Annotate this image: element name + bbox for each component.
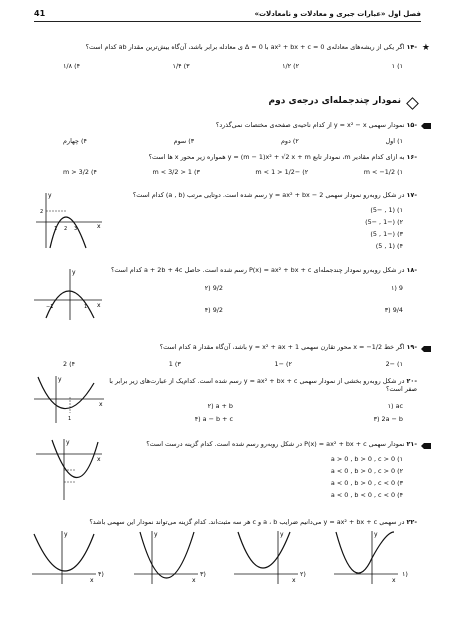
tick-label: 1 <box>54 226 58 232</box>
axis-label-x: x <box>99 401 103 408</box>
question-20-graph <box>32 373 108 425</box>
question-19: -۱۹ اگر خط x = −1/2 محور تقارن سهمی y = x² + ax + 1 باشد، آن‌گاه مقدار a کدام است؟ <box>159 343 417 351</box>
option-1[interactable]: ۱) −2 <box>385 360 403 368</box>
question-22: -۲۲ در سهمی y = ax² + bx + c می‌دانیم ضرایب a ، b و c هر سه مثبت‌اند. کدام گزینه می‌تواند نمودار این سهمی باشد؟ <box>89 518 417 526</box>
question-21: -۲۱ نمودار سهمی P(x) = ax² + bx + c در شکل روبه‌رو رسم شده است. کدام گزینه درست است؟ <box>146 440 417 448</box>
option-3[interactable]: ۳) سوم <box>173 137 195 145</box>
question-14: -۱۴ اگر یکی از ریشه‌های معادله‌ی ax² + bx + c = 0 با Δ = 0 ی معادله برابر باشد، آن‌گاه بیش‌ترین مقدار ab کدام است؟ <box>85 43 417 51</box>
option-1-graph <box>332 528 400 586</box>
question-14-text: اگر یکی از ریشه‌های معادله‌ی ax² + bx + c = 0 با Δ = 0 ی معادله برابر باشد، آن‌گاه بیش‌ترین مقدار ab کدام است؟ <box>85 43 405 51</box>
question-21-options <box>331 453 403 501</box>
option-2[interactable]: ۲) (−1 , −5) <box>365 218 403 226</box>
pencil-icon <box>421 123 431 129</box>
pencil-icon <box>421 346 431 352</box>
tick-label: 2 <box>64 226 68 232</box>
question-21-graph <box>34 436 106 502</box>
tick-label: 2 <box>40 209 44 215</box>
tick-label: 1 <box>84 304 88 310</box>
axis-label-x: x <box>97 302 101 309</box>
star-icon: ★ <box>421 43 430 53</box>
option-3[interactable]: ۳) (−1 , 5) <box>370 230 403 238</box>
option-1[interactable]: ۱) (1 , −5) <box>370 206 403 214</box>
option-2[interactable]: ۲) <box>300 570 306 578</box>
option-3[interactable]: ۳) 1 <box>168 360 181 368</box>
question-18-graph <box>32 266 106 322</box>
axis-label-x: x <box>292 577 296 584</box>
option-3[interactable]: ۳) <box>200 570 206 578</box>
axis-label-x: x <box>97 456 101 463</box>
option-2[interactable]: ۲) −1/2 < m < 1 <box>255 168 309 176</box>
option-2[interactable]: ۲) a + b <box>207 402 233 410</box>
question-18-options <box>163 284 403 320</box>
option-4[interactable]: ۴) 2 <box>63 360 76 368</box>
option-1[interactable]: ۱) ac <box>387 402 403 410</box>
axis-label-y: y <box>66 439 70 446</box>
question-15-options <box>63 137 403 145</box>
diamond-icon <box>406 97 419 110</box>
axis-label-y: y <box>58 376 62 383</box>
option-1[interactable]: ۱) <box>402 570 408 578</box>
option-3[interactable]: ۳) 2a − b <box>373 415 403 423</box>
option-2[interactable]: ۲) −1 <box>274 360 292 368</box>
option-1[interactable]: ۱) اول <box>385 137 403 145</box>
option-2[interactable]: ۲) دوم <box>280 137 299 145</box>
option-4[interactable]: ۴) ۱/۸ <box>63 62 80 70</box>
option-3[interactable]: ۳) ۱/۴ <box>172 62 190 70</box>
tick-label: 3 <box>74 226 78 232</box>
page-header <box>34 8 421 22</box>
option-4[interactable]: ۴) 9/2 <box>204 306 223 314</box>
option-4[interactable]: ۴) چهارم <box>63 137 87 145</box>
question-16: -۱۶ به ازای کدام مقادیر m، نمودار تابع y = (m − 1)x² + √2 x + m همواره زیر محور x ها است؟ <box>148 153 417 161</box>
axis-label-y: y <box>154 531 158 538</box>
pencil-icon <box>421 443 431 449</box>
option-4[interactable]: ۴) m > 3/2 <box>63 168 97 176</box>
page-number: 41 <box>34 9 46 18</box>
option-4[interactable]: ۴) a < 0 , b < 0 , c < 0 <box>330 491 403 499</box>
question-15: -۱۵ نمودار سهمی y = x² − x از کدام ناحیه‌ی صفحه‌ی مختصات نمی‌گذرد؟ <box>215 121 417 129</box>
option-1[interactable]: ۱) a > 0 , b > 0 , c > 0 <box>330 455 403 463</box>
axis-label-x: x <box>392 577 396 584</box>
option-3-graph <box>132 528 200 586</box>
option-4[interactable]: ۴) (1 , 5) <box>375 242 403 250</box>
option-3[interactable]: ۳) 1 < m < 3/2 <box>152 168 200 176</box>
option-1[interactable]: ۱) ۱ <box>391 62 403 70</box>
option-4[interactable]: ۴) <box>98 570 104 578</box>
tick-label: 1 <box>68 416 72 422</box>
axis-label-x: x <box>97 223 101 230</box>
option-4[interactable]: ۴) a − b + c <box>194 415 233 423</box>
axis-label-x: x <box>192 577 196 584</box>
axis-label-y: y <box>64 531 68 538</box>
question-18: -۱۸ در شکل روبه‌رو نمودار چندجمله‌ای P(x) = ax² + bx + c رسم شده است. حاصل a + 2b + 4c کدام است؟ <box>110 266 417 274</box>
axis-label-y: y <box>374 531 378 538</box>
question-17-options <box>365 204 403 252</box>
option-3[interactable]: ۳) 9/4 <box>384 306 403 314</box>
option-2[interactable]: ۲) a < 0 , b > 0 , c > 0 <box>330 467 403 475</box>
axis-label-y: y <box>72 269 76 276</box>
axis-label-y: y <box>48 192 52 199</box>
option-1[interactable]: ۱) 9 <box>390 284 403 292</box>
section-title: نمودار چندجمله‌ای درجه‌ی دوم <box>268 96 401 106</box>
question-19-options <box>63 360 403 368</box>
option-2[interactable]: ۲) 9/2 <box>204 284 223 292</box>
question-17: -۱۷ در شکل روبه‌رو نمودار سهمی y = ax² + bx − 2 رسم شده است. دوتایی مرتب (a , b) کدام است؟ <box>132 191 417 199</box>
question-20: -۲۰ در شکل روبه‌رو بخشی از نمودار سهمی y = ax² + bx + c رسم شده است. کدام‌یک از عبارت‌های زیر برابر با صفر است؟ <box>109 377 417 393</box>
option-1[interactable]: ۱) m < −1/2 <box>363 168 403 176</box>
tick-label: −1 <box>46 304 54 310</box>
option-3[interactable]: ۳) a < 0 , b > 0 , c < 0 <box>330 479 403 487</box>
option-4-graph <box>30 528 98 586</box>
question-20-options <box>163 402 403 432</box>
option-2[interactable]: ۲) ۱/۲ <box>282 62 300 70</box>
option-2-graph <box>232 528 300 586</box>
axis-label-x: x <box>90 577 94 584</box>
chapter-title: فصل اول «عبارات جبری و معادلات و نامعادلات» <box>254 10 421 18</box>
question-22-options <box>30 528 425 588</box>
axis-label-y: y <box>280 531 284 538</box>
question-16-options <box>63 168 403 176</box>
question-14-options <box>63 62 403 70</box>
question-17-graph <box>34 190 104 250</box>
